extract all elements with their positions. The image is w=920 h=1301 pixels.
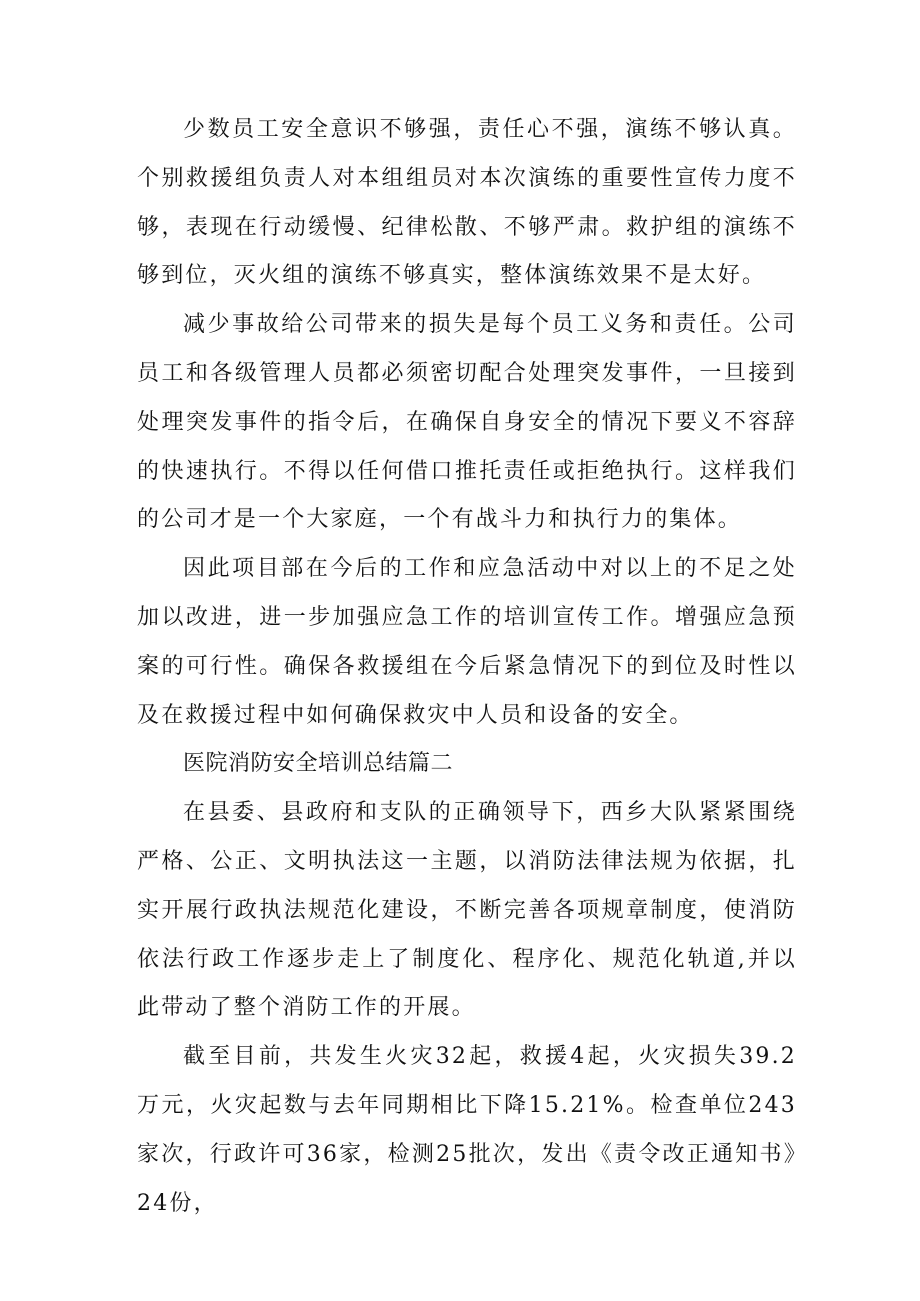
section-heading: 医院消防安全培训总结篇二	[183, 751, 454, 777]
paragraph-fire-statistics: 截至目前，共发生火灾32起，救援4起，火灾损失39.2万元，火灾起数与去年同期相比下降15.21%。检查单位243家次，行政许可36家，检测25批次，发出《责令改正通知书》24份，	[137, 1044, 797, 1216]
paragraph-improvement-plan: 因此项目部在今后的工作和应急活动中对以上的不足之处加以改进，进一步加强应急工作的培训宣传工作。增强应急预案的可行性。确保各救援组在今后紧急情况下的到位及时性以及在救援过程中如何确保救灾中人员和设备的安全。	[137, 556, 797, 728]
paragraph-employee-responsibility: 减少事故给公司带来的损失是每个员工义务和责任。公司员工和各级管理人员都必须密切配合处理突发事件，一旦接到处理突发事件的指令后，在确保自身安全的情况下要义不容辞的快速执行。不得以任何借口推托责任或拒绝执行。这样我们的公司才是一个大家庭，一个有战斗力和执行力的集体。	[137, 312, 797, 533]
paragraph-drill-shortcomings: 少数员工安全意识不够强，责任心不强，演练不够认真。个别救援组负责人对本组组员对本次演练的重要性宣传力度不够，表现在行动缓慢、纪律松散、不够严肃。救护组的演练不够到位，灭火组的演练不够真实，整体演练效果不是太好。	[137, 117, 797, 289]
document-body	[137, 106, 797, 1228]
paragraph-law-enforcement: 在县委、县政府和支队的正确领导下，西乡大队紧紧围绕严格、公正、文明执法这一主题，以消防法律法规为依据，扎实开展行政执法规范化建设，不断完善各项规章制度，使消防依法行政工作逐步走上了制度化、程序化、规范化轨道,并以此带动了整个消防工作的开展。	[137, 800, 797, 1021]
